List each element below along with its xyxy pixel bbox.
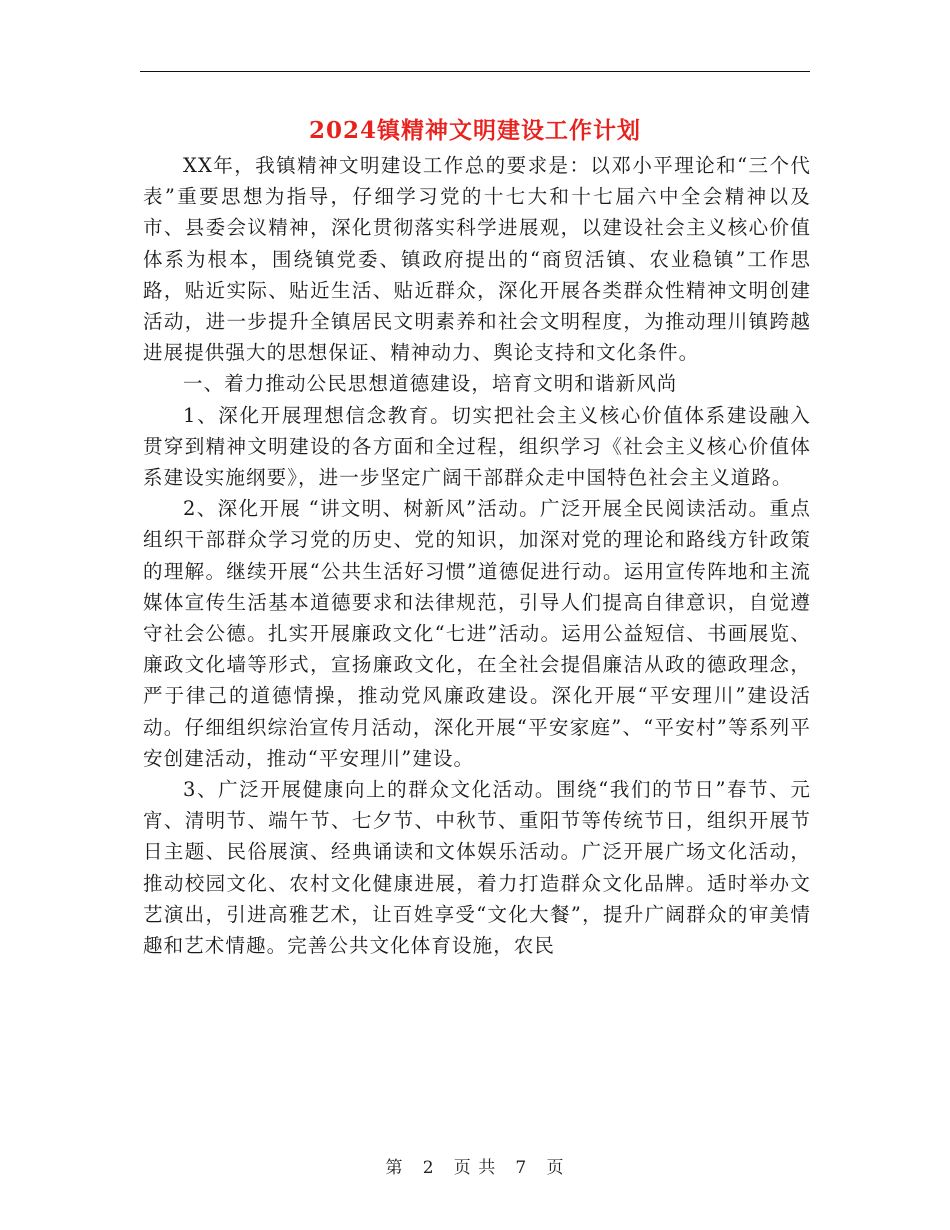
paragraph-item-1: 1、深化开展理想信念教育。切实把社会主义核心价值体系建设融入贯穿到精神文明建设的各方面和全过程，组织学习《社会主义核心价值体系建设实施纲要》，进一步坚定广阔干部群众走中国特色社会主义道路。	[143, 403, 811, 490]
footer-middle: 页 共	[453, 1158, 497, 1178]
paragraph-intro: XX年，我镇精神文明建设工作总的要求是：以邓小平理论和“三个代表”重要思想为指导，仔细学习党的十七大和十七届六中全会精神以及市、县委会议精神，深化贯彻落实科学进展观，以建设社会主义核心价值体系为根本，围绕镇党委、镇政府提出的“商贸活镇、农业稳镇”工作思路，贴近实际、贴近生活、贴近群众，深化开展各类群众性精神文明创建活动，进一步提升全镇居民文明素养和社会文明程度，为推动理川镇跨越进展提供强大的思想保证、精神动力、舆论支持和文化条件。	[143, 154, 811, 365]
header-rule	[140, 71, 810, 72]
footer-current-page: 2	[422, 1158, 435, 1178]
footer-total-pages: 7	[515, 1158, 528, 1178]
document-body	[143, 150, 811, 961]
footer-suffix: 页	[546, 1158, 565, 1178]
paragraph-item-2: 2、深化开展 “讲文明、树新风”活动。广泛开展全民阅读活动。重点组织干部群众学习党的历史、党的知识，加深对党的理论和路线方针政策的理解。继续开展“公共生活好习惯”道德促进行动。运用宣传阵地和主流媒体宣传生活基本道德要求和法律规范，引导人们提高自律意识，自觉遵守社会公德。扎实开展廉政文化“七进”活动。运用公益短信、书画展览、廉政文化墙等形式，宣扬廉政文化，在全社会提倡廉洁从政的德政理念，严于律己的道德情操，推动党风廉政建设。深化开展“平安理川”建设活动。仔细组织综治宣传月活动，深化开展“平安家庭”、“平安村”等系列平安创建活动，推动“平安理川”建设。	[143, 497, 811, 770]
paragraph-item-3: 3、广泛开展健康向上的群众文化活动。围绕“我们的节日”春节、元宵、清明节、端午节、七夕节、中秋节、重阳节等传统节日，组织开展节日主题、民俗展演、经典诵读和文体娱乐活动。广泛开展广场文化活动，推动校园文化、农村文化健康进展，着力打造群众文化品牌。适时举办文艺演出，引进高雅艺术，让百姓享受“文化大餐”，提升广阔群众的审美情趣和艺术情趣。完善公共文化体育设施，农民	[143, 778, 811, 958]
document-title: 2024镇精神文明建设工作计划	[308, 117, 641, 144]
page-footer	[0, 1153, 950, 1178]
section-heading-1: 一、着力推动公民思想道德建设，培育文明和谐新风尚	[183, 372, 678, 396]
footer-prefix: 第	[385, 1158, 404, 1178]
